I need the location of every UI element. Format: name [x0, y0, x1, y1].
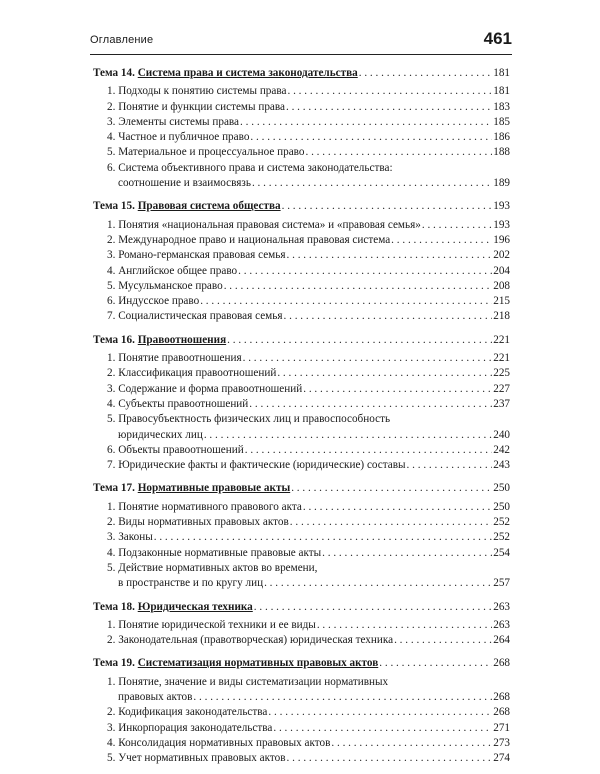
dot-leader	[245, 443, 492, 458]
entry-page: 240	[493, 428, 510, 441]
toc-entry	[93, 248, 510, 263]
toc-entry	[93, 397, 510, 412]
entry-page: 274	[493, 752, 510, 765]
dot-leader	[268, 705, 492, 720]
topic-heading	[93, 333, 510, 348]
entry-page: 186	[493, 131, 510, 144]
entry-text: 3. Инкорпорация законодательства	[107, 721, 273, 734]
topic-heading	[93, 656, 510, 671]
entry-page: 264	[493, 634, 510, 647]
dot-leader	[240, 115, 492, 130]
dot-leader	[359, 66, 492, 81]
dot-leader	[243, 351, 493, 366]
toc-entry	[93, 100, 510, 115]
dot-leader	[284, 309, 493, 324]
topic-title: Юридическая техника	[137, 600, 253, 613]
entry-page: 188	[493, 146, 510, 159]
dot-leader	[290, 515, 492, 530]
toc-entry	[93, 721, 510, 736]
dot-leader	[317, 618, 492, 633]
entry-text: 1. Понятия «национальная правовая система» и «правовая семья»	[107, 218, 421, 231]
entry-page: 237	[493, 397, 510, 410]
entry-page: 271	[493, 721, 510, 734]
toc-entry	[93, 705, 510, 720]
entry-text: 1. Понятие правоотношения	[107, 352, 242, 365]
topic-prefix: Тема 15.	[93, 200, 138, 213]
dot-leader	[303, 382, 492, 397]
topic-page: 181	[493, 67, 510, 79]
dot-leader	[286, 100, 492, 115]
entry-text: 6. Объекты правоотношений	[107, 443, 244, 456]
toc-entry	[93, 294, 510, 309]
entry-text: 2. Понятие и функции системы права	[107, 100, 285, 113]
entry-text: юридических лиц	[118, 428, 203, 441]
topic-page: 250	[493, 482, 510, 495]
toc-entry	[93, 530, 510, 545]
dot-leader	[394, 633, 492, 648]
entry-text: 5. Материальное и процессуальное право	[107, 146, 305, 159]
toc-entry	[93, 366, 510, 381]
topic-title: Система права и система законодательства	[137, 67, 358, 79]
entry-page: 250	[493, 500, 510, 513]
entry-page: 196	[493, 233, 510, 246]
entry-page: 193	[493, 218, 510, 231]
entry-text: 3. Элементы системы права	[107, 115, 240, 128]
entry-text: 2. Виды нормативных правовых актов	[107, 516, 289, 529]
topic-heading	[93, 199, 510, 214]
entry-text: 1. Понятие юридической техники и ее виды	[107, 618, 316, 631]
dot-leader	[264, 576, 492, 591]
entry-page: 185	[493, 115, 510, 128]
toc-topic	[93, 600, 510, 649]
dot-leader	[277, 366, 492, 381]
toc-entry	[93, 675, 510, 706]
dot-leader	[287, 84, 492, 99]
topic-title: Правоотношения	[137, 333, 227, 346]
dot-leader	[291, 481, 492, 496]
dot-leader	[273, 721, 492, 736]
toc-entry	[93, 145, 510, 160]
toc-entry	[93, 130, 510, 145]
toc-entry	[93, 500, 510, 515]
entry-page: 254	[493, 546, 510, 559]
entry-page: 243	[493, 459, 510, 472]
toc-entry	[93, 561, 510, 592]
toc-entry	[93, 309, 510, 324]
toc-entry	[93, 443, 510, 458]
entry-page: 181	[493, 85, 510, 98]
topic-title: Систематизация нормативных правовых актов	[137, 657, 379, 670]
entry-page: 252	[493, 531, 510, 544]
topic-page: 268	[493, 657, 510, 670]
dot-leader	[250, 130, 492, 145]
entry-text: 4. Консолидация нормативных правовых актов	[107, 736, 331, 749]
dot-leader	[224, 279, 493, 294]
toc-topic	[93, 199, 510, 324]
topic-page: 221	[493, 333, 510, 346]
entry-page: 268	[493, 690, 510, 703]
entry-page: 218	[493, 310, 510, 323]
dot-leader	[249, 397, 492, 412]
topic-prefix: Тема 14.	[93, 67, 138, 79]
entry-text: 3. Законы	[107, 531, 153, 544]
dot-leader	[287, 751, 493, 766]
toc-entry	[93, 412, 510, 443]
toc-entry	[93, 382, 510, 397]
table-of-contents	[93, 66, 510, 774]
header-title: Оглавление	[90, 34, 154, 46]
entry-text: 4. Английское общее право	[107, 264, 238, 277]
dot-leader	[204, 428, 492, 443]
toc-entry	[93, 515, 510, 530]
toc-entry	[93, 233, 510, 248]
entry-page: 189	[493, 177, 510, 190]
entry-text-first-line: 5. Действие нормативных актов во времени,	[107, 561, 318, 574]
toc-entry	[93, 115, 510, 130]
entry-page: 242	[493, 443, 510, 456]
toc-entry	[93, 751, 510, 766]
entry-page: 208	[493, 279, 510, 292]
dot-leader	[252, 176, 492, 191]
entry-text: 2. Кодификация законодательства	[107, 706, 268, 719]
topic-prefix: Тема 18.	[93, 600, 138, 613]
entry-text-first-line: 1. Понятие, значение и виды систематизации нормативных	[107, 675, 389, 688]
entry-text-first-line: 5. Правосубъектность физических лиц и правоспособность	[107, 413, 391, 426]
entry-text: 2. Международное право и национальная правовая система	[107, 233, 391, 246]
entry-page: 227	[493, 382, 510, 395]
entry-page: 215	[493, 295, 510, 308]
toc-entry	[93, 279, 510, 294]
entry-text: 7. Социалистическая правовая семья	[107, 310, 283, 323]
toc-entry	[93, 351, 510, 366]
dot-leader	[407, 458, 493, 473]
toc-entry	[93, 264, 510, 279]
topic-title: Правовая система общества	[137, 200, 281, 213]
topic-prefix: Тема 16.	[93, 333, 138, 346]
toc-entry	[93, 618, 510, 633]
toc-entry	[93, 736, 510, 751]
dot-leader	[200, 294, 492, 309]
entry-page: 202	[493, 249, 510, 262]
entry-text: 3. Содержание и форма правоотношений	[107, 382, 303, 395]
entry-text: 2. Классификация правоотношений	[107, 367, 277, 380]
dot-leader	[305, 145, 492, 160]
running-header	[90, 24, 512, 55]
toc-entry	[93, 218, 510, 233]
toc-entry	[93, 546, 510, 561]
dot-leader	[287, 248, 493, 263]
toc-topic	[93, 66, 510, 191]
entry-page: 257	[493, 577, 510, 590]
entry-text: 1. Подходы к понятию системы права	[107, 85, 287, 98]
topic-heading	[93, 481, 510, 496]
entry-text: 2. Законодательная (правотворческая) юридическая техника	[107, 634, 394, 647]
entry-page: 204	[493, 264, 510, 277]
entry-text: 4. Частное и публичное право	[107, 131, 250, 144]
dot-leader	[331, 736, 492, 751]
dot-leader	[422, 218, 492, 233]
dot-leader	[154, 530, 492, 545]
entry-page: 273	[493, 736, 510, 749]
dot-leader	[303, 500, 492, 515]
toc-entry	[93, 84, 510, 99]
topic-prefix: Тема 19.	[93, 657, 138, 670]
dot-leader	[322, 546, 492, 561]
dot-leader	[379, 656, 492, 671]
dot-leader	[227, 333, 492, 348]
entry-text: 1. Понятие нормативного правового акта	[107, 500, 302, 513]
entry-page: 252	[493, 516, 510, 529]
dot-leader	[254, 600, 492, 615]
entry-page: 263	[493, 618, 510, 631]
topic-page: 193	[493, 200, 510, 213]
entry-text: 7. Юридические факты и фактические (юридические) составы	[107, 459, 406, 472]
toc-entry	[93, 633, 510, 648]
entry-text: 5. Учет нормативных правовых актов	[107, 752, 286, 765]
toc-topic	[93, 333, 510, 474]
entry-text: правовых актов	[118, 690, 193, 703]
toc-topic	[93, 481, 510, 591]
dot-leader	[282, 199, 493, 214]
topic-heading	[93, 66, 510, 81]
toc-entry	[93, 458, 510, 473]
entry-page: 268	[493, 706, 510, 719]
topic-prefix: Тема 17.	[93, 482, 138, 495]
entry-text: 3. Романо-германская правовая семья	[107, 249, 286, 262]
dot-leader	[238, 264, 492, 279]
dot-leader	[193, 690, 492, 705]
entry-text-first-line: 6. Система объективного права и система законодательства:	[107, 161, 393, 174]
page-number: 461	[483, 29, 512, 48]
entry-page: 221	[493, 352, 510, 365]
entry-text: 6. Индусское право	[107, 295, 200, 308]
entry-page: 183	[493, 100, 510, 113]
entry-text: 4. Субъекты правоотношений	[107, 397, 249, 410]
entry-text: 5. Мусульманское право	[107, 279, 223, 292]
entry-page: 225	[493, 367, 510, 380]
topic-title: Нормативные правовые акты	[137, 482, 291, 495]
topic-page: 263	[493, 600, 510, 613]
entry-text: в пространстве и по кругу лиц	[118, 577, 264, 590]
dot-leader	[391, 233, 492, 248]
toc-entry	[93, 161, 510, 192]
entry-text: соотношение и взаимосвязь	[118, 177, 251, 190]
entry-text: 4. Подзаконные нормативные правовые акты	[107, 546, 322, 559]
topic-heading	[93, 600, 510, 615]
